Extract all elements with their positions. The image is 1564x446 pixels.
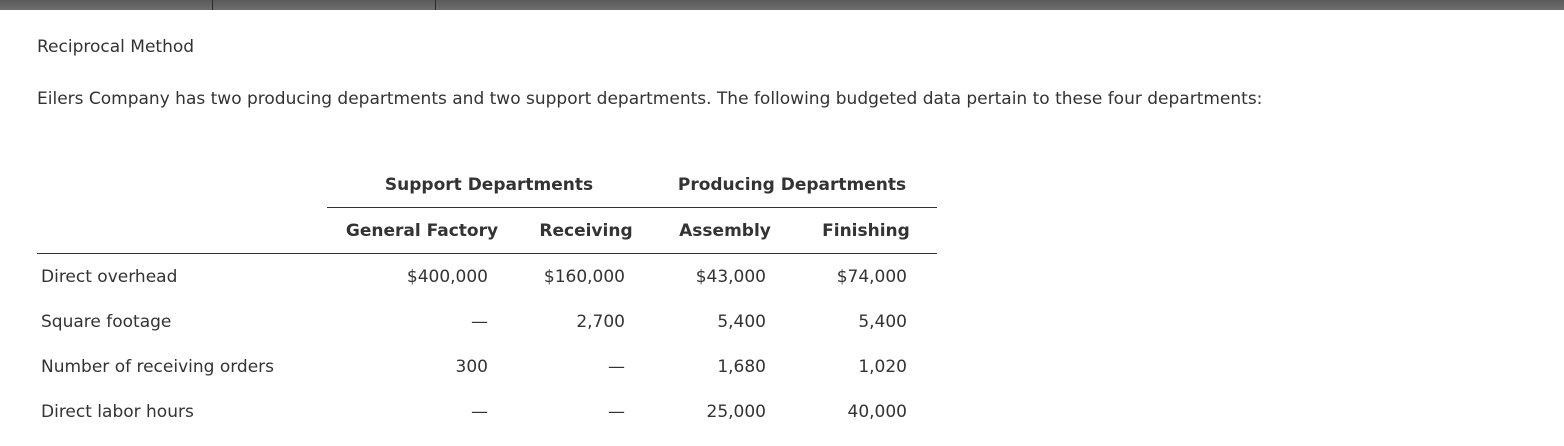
problem-intro: Eilers Company has two producing departments and two support departments. The following budgeted data pertain to these four departments: [37, 89, 1263, 109]
cell-general-factory: — [471, 312, 488, 332]
col-header-assembly: Assembly [679, 221, 771, 241]
toolbar-divider [435, 0, 436, 10]
cell-assembly: 5,400 [717, 312, 766, 332]
cell-finishing: 5,400 [858, 312, 907, 332]
cell-general-factory: — [471, 402, 488, 422]
table-row [0, 357, 1000, 379]
page-title: Reciprocal Method [37, 37, 195, 57]
cell-finishing: $74,000 [836, 267, 907, 287]
group-header-support: Support Departments [384, 175, 594, 195]
group-header-producing: Producing Departments [677, 175, 907, 195]
table-row [0, 402, 1000, 424]
cell-receiving: — [608, 357, 625, 377]
table-row [0, 312, 1000, 334]
row-label-square-footage: Square footage [41, 312, 172, 332]
group-header-rule [327, 207, 937, 208]
cell-receiving: — [608, 402, 625, 422]
col-header-finishing: Finishing [822, 221, 910, 241]
row-label-direct-overhead: Direct overhead [41, 267, 178, 287]
cell-finishing: 40,000 [847, 402, 907, 422]
cell-receiving: $160,000 [543, 267, 625, 287]
cell-receiving: 2,700 [576, 312, 625, 332]
cell-general-factory: $400,000 [406, 267, 488, 287]
table-row [0, 267, 1000, 289]
row-label-direct-labor-hours: Direct labor hours [41, 402, 194, 422]
row-label-receiving-orders: Number of receiving orders [41, 357, 275, 377]
column-header-rule [37, 253, 937, 254]
cell-general-factory: 300 [455, 357, 488, 377]
toolbar-divider [212, 0, 213, 10]
cell-assembly: $43,000 [695, 267, 766, 287]
cell-assembly: 25,000 [706, 402, 766, 422]
col-header-general-factory: General Factory [345, 221, 499, 241]
top-toolbar-strip [0, 0, 1564, 10]
cell-assembly: 1,680 [717, 357, 766, 377]
col-header-receiving: Receiving [539, 221, 633, 241]
cell-finishing: 1,020 [858, 357, 907, 377]
